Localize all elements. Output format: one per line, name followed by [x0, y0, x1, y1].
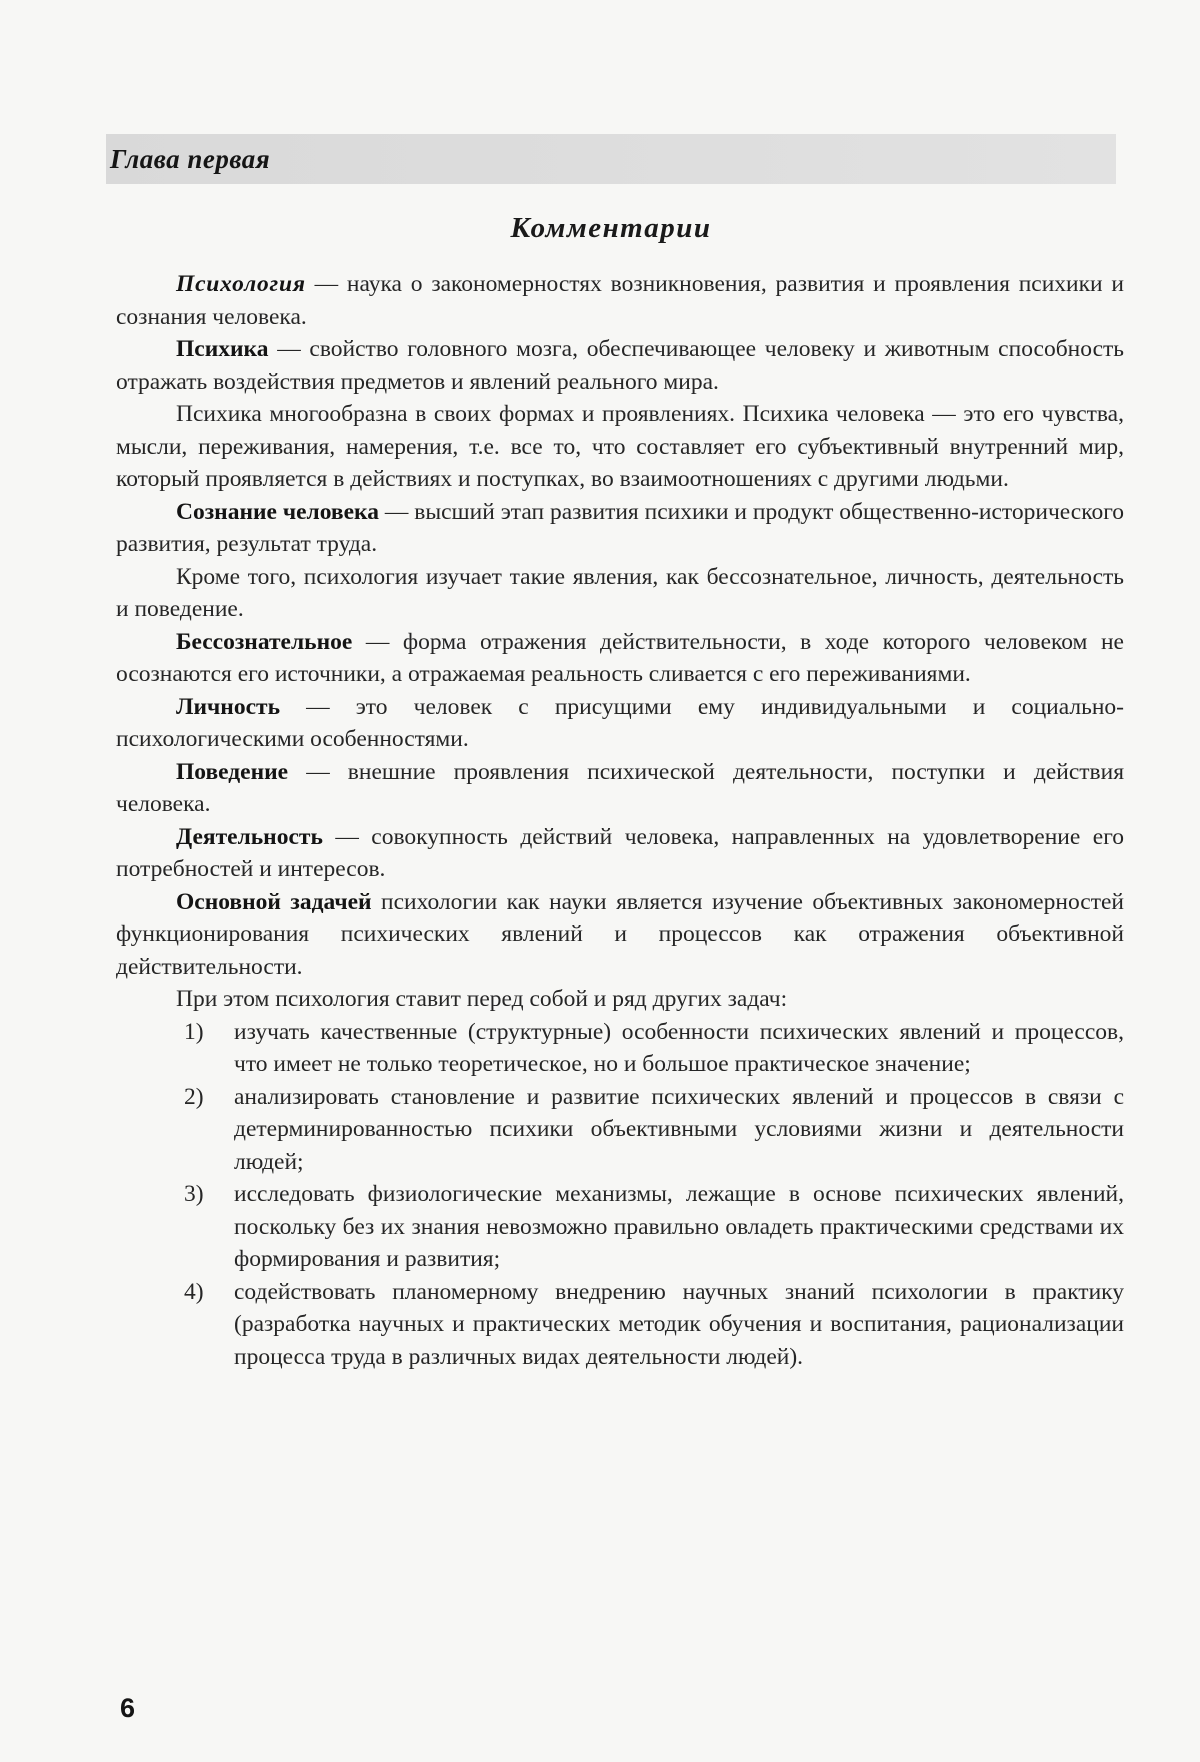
list-item — [116, 1178, 1124, 1276]
section-title: Комментарии — [510, 212, 712, 244]
page-number: 6 — [120, 1693, 136, 1723]
paragraph-activity — [116, 821, 1124, 886]
paragraph-psyche-forms: Психика многообразна в своих формах и проявлениях. Психика человека — это его чувства, мысли, переживания, намерения, т.е. все то, что составляет его субъективный внутренний мир, который проявляется в действиях и поступках, во взаимоотношениях с другими людьми. — [116, 401, 1124, 492]
paragraph-psyche — [116, 333, 1124, 398]
definition: — внешние проявления психической деятельности, поступки и действия человека. — [116, 758, 1124, 817]
list-item-number: 2) — [184, 1083, 204, 1110]
definition: психологии как науки является изучение объективных закономерностей функционирования психических явлений и процессов как отражения объективной действительности. — [116, 888, 1124, 980]
term: Бессознательное — [176, 628, 353, 655]
term: Деятельность — [176, 823, 323, 850]
list-item-text: изучать качественные (структурные) особенности психических явлений и процессов, что имеет не только теоретическое, но и большое практическое значение; — [234, 1018, 1124, 1077]
paragraph-unconscious — [116, 626, 1124, 691]
main-text — [116, 268, 1124, 1373]
list-item-text: содействовать планомерному внедрению научных знаний психологии в практику (разработка научных и практических методик обучения и воспитания, рационализации процесса труда в различных видах деятельности людей). — [234, 1278, 1124, 1370]
task-list — [116, 1016, 1124, 1374]
paragraph-personality — [116, 691, 1124, 756]
definition: — наука о закономерностях возникновения, развития и проявления психики и сознания человека. — [116, 271, 1124, 330]
list-item — [116, 1081, 1124, 1179]
term: Сознание человека — [176, 498, 379, 525]
list-item-number: 3) — [184, 1181, 204, 1207]
list-item — [116, 1276, 1124, 1374]
list-item-text: анализировать становление и развитие психических явлений и процессов в связи с детерминированностью психики объективными условиями жизни и деятельности людей; — [234, 1083, 1124, 1175]
paragraph-consciousness — [116, 496, 1124, 561]
paragraph-behavior — [116, 756, 1124, 821]
definition: — совокупность действий человека, направленных на удовлетворение его потребностей и интересов. — [116, 823, 1124, 882]
term: Психика — [176, 336, 269, 362]
term: Личность — [176, 693, 280, 720]
term: Психология — [176, 271, 306, 297]
definition: — свойство головного мозга, обеспечивающее человеку и животным способность отражать воздействия предметов и явлений реального мира. — [116, 336, 1124, 395]
paragraph-tasks-intro: При этом психология ставит перед собой и ряд других задач: — [176, 986, 788, 1012]
paragraph-psychology — [116, 268, 1124, 333]
chapter-title: Глава первая — [110, 144, 271, 174]
definition: — высший этап развития психики и продукт общественно-исторического развития, результат труда. — [116, 498, 1124, 557]
paragraph-other-phenomena: Кроме того, психология изучает такие явления, как бессознательное, личность, деятельность и поведение. — [116, 563, 1124, 622]
term: Поведение — [176, 758, 289, 785]
definition: — форма отражения действительности, в ходе которого человеком не осознаются его источники, а отражаемая реальность сливается с его переживаниями. — [116, 628, 1124, 687]
list-item-number: 1) — [184, 1018, 204, 1045]
list-item-text: исследовать физиологические механизмы, лежащие в основе психических явлений, поскольку без их знания невозможно правильно овладеть практическими средствами их формирования и развития; — [234, 1181, 1124, 1272]
list-item-number: 4) — [184, 1278, 204, 1305]
term: Основной задачей — [176, 888, 372, 915]
definition: — это человек с присущими ему индивидуальными и социально-психологическими особенностями. — [116, 693, 1124, 752]
paragraph-main-task — [116, 886, 1124, 984]
list-item — [116, 1016, 1124, 1081]
